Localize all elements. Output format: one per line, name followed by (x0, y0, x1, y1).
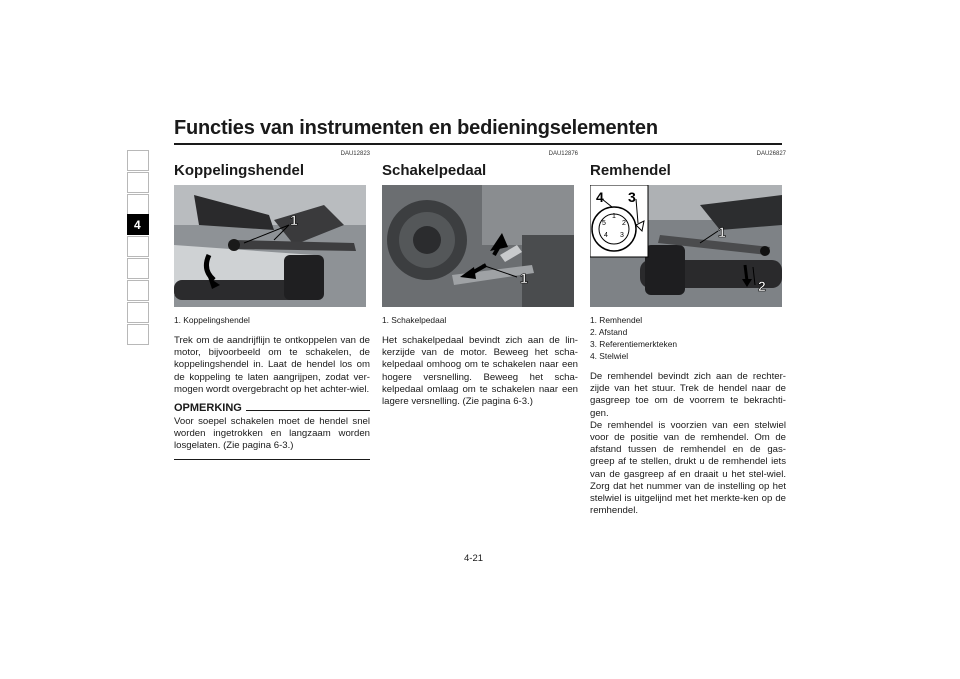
caption: 1. Koppelingshendel (174, 315, 250, 325)
paragraph: Het schakelpedaal bevindt zich aan de lin-kerzijde van de motor. Beweeg het scha-kelpedaal omhoog om te schakelen naar een hogere versnelling. Beweeg het scha-kelpedaal omlaag om te schakelen naar een lagere versnelling. (Zie pagina 6-3.) (382, 335, 578, 408)
chapter-tab (127, 258, 149, 279)
brake-lever-photo (590, 185, 782, 307)
body-text (382, 335, 578, 408)
clutch-lever-photo (174, 185, 366, 307)
body-text (590, 371, 786, 517)
photo-callout: 1 (520, 270, 528, 286)
caption-list (174, 314, 370, 326)
caption: 2. Afstand (590, 327, 628, 337)
caption: 1. Remhendel (590, 315, 643, 325)
photo-callout: 3 (628, 189, 636, 205)
note-text: Voor soepel schakelen moet de hendel snel worden ingetrokken en langzaam worden losgelaten. (Zie pagina 6-3.) (174, 416, 370, 452)
ref-code: DAU12876 (548, 151, 578, 157)
adjuster-inset (590, 185, 648, 257)
note-label: OPMERKING (174, 402, 242, 415)
paragraph: Trek om de aandrijflijn te ontkoppelen van de motor, bijvoorbeeld om te schakelen, de koppelingshendel in. Laat de hendel los om de koppeling te laten aangrijpen, zodat ver-mogen wordt overgebracht op het achter-wiel. (174, 335, 370, 395)
photo-callout: 4 (596, 189, 604, 205)
caption-list (382, 314, 578, 326)
paragraph: De remhendel bevindt zich aan de rechter-zijde van het stuur. Trek de hendel naar de gasgreep toe om de voorrem te bekrachti-gen. (590, 371, 786, 419)
chapter-tab (127, 324, 149, 345)
header-title: Functies van instrumenten en bedieningselementen (174, 117, 658, 139)
paragraph: De remhendel is voorzien van een stelwiel voor de positie van de remhendel. Om de afstand tussen de remhendel en de gas-greep af te stellen, drukt u de remhendel iets van de gasgreep af en draait u het stel-wiel. Zorg dat het nummer van de instelling op het stelwiel is uitgelijnd met het merkte-ken op de remhendel. (590, 419, 786, 517)
header-rule (174, 143, 782, 145)
caption: 3. Referentiemerkteken (590, 339, 678, 349)
chapter-tab (127, 150, 149, 171)
chapter-tab (127, 172, 149, 193)
caption-list (590, 314, 786, 362)
shift-pedal-photo (382, 185, 574, 307)
page-number: 4-21 (464, 553, 484, 564)
dial-number: 2 (622, 220, 626, 227)
section-title: Remhendel (590, 162, 671, 179)
chapter-tab (127, 194, 149, 215)
chapter-tab (127, 302, 149, 323)
dial-number: 4 (604, 232, 608, 239)
caption: 4. Stelwiel (590, 351, 629, 361)
dial-number: 5 (602, 220, 606, 227)
chapter-tab (127, 280, 149, 301)
ref-code: DAU26827 (756, 151, 786, 157)
note-end-rule (174, 459, 370, 460)
clutch-section (174, 150, 370, 460)
photo-callout: 2 (758, 278, 766, 294)
shift-section (382, 150, 578, 408)
photo-callout: 1 (290, 212, 298, 228)
ref-code: DAU12823 (340, 151, 370, 157)
dial-number: 1 (612, 213, 616, 220)
section-title: Schakelpedaal (382, 162, 487, 179)
note-rule (246, 410, 370, 411)
dial-number: 3 (620, 232, 624, 239)
note-block (174, 402, 370, 460)
photo-callout: 1 (718, 224, 726, 240)
caption: 1. Schakelpedaal (382, 315, 447, 325)
body-text (174, 335, 370, 396)
chapter-tab (127, 236, 149, 257)
section-title: Koppelingshendel (174, 162, 305, 179)
brake-section (590, 150, 786, 517)
chapter-tab-label: 4 (134, 218, 141, 232)
